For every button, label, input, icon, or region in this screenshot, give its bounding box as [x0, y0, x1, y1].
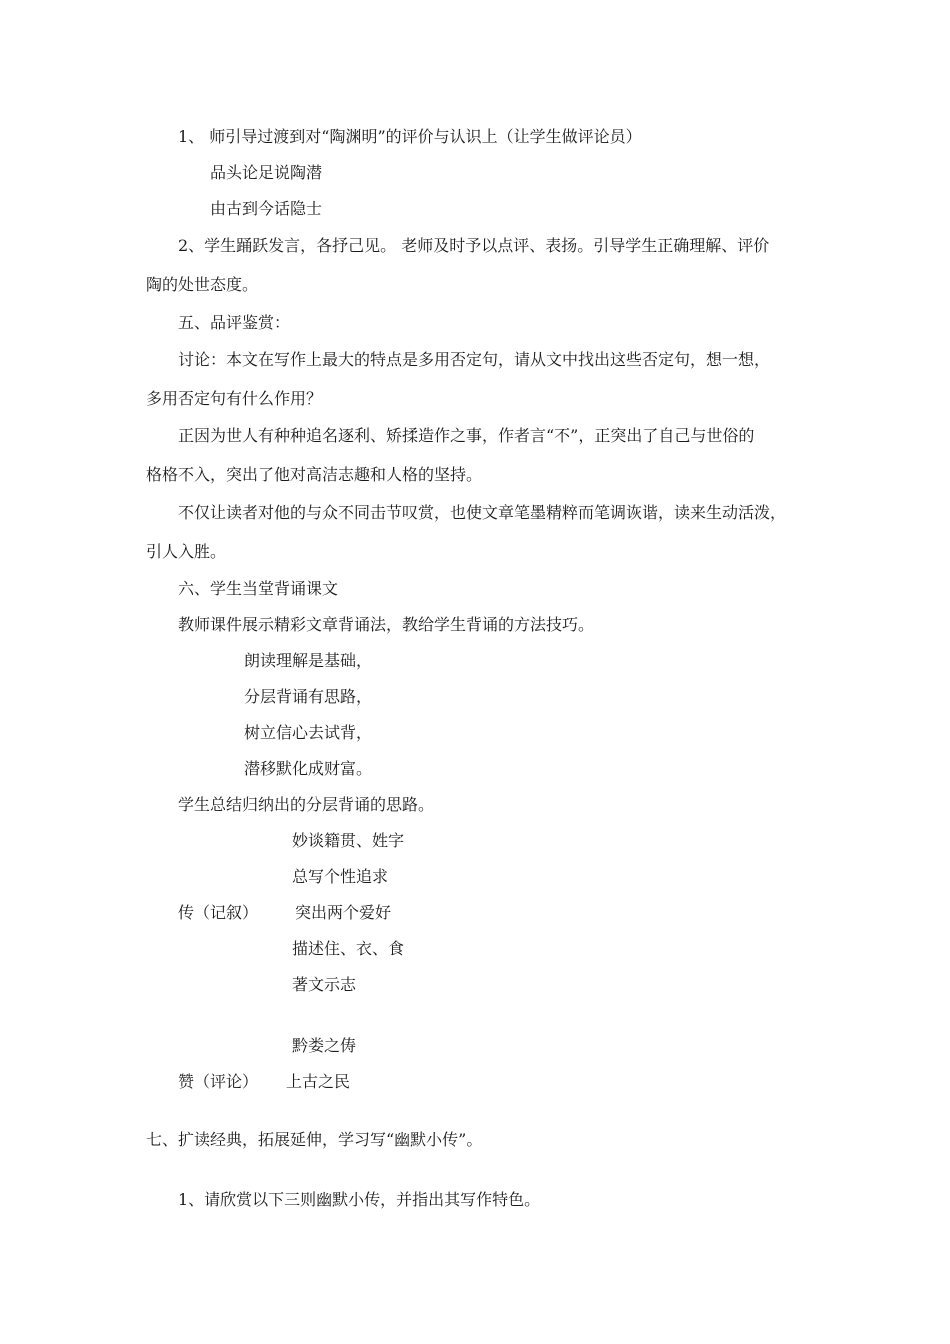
section-7-heading: 七、扩读经典，拓展延伸，学习写“幽默小传”。	[146, 1130, 483, 1149]
verse-line: 树立信心去试背，	[244, 723, 373, 742]
analysis-line-2: 格格不入，突出了他对高洁志趣和人格的坚持。	[146, 465, 483, 484]
structure-summary: 学生总结归纳出的分层背诵的思路。	[178, 795, 435, 814]
verse-line: 朗读理解是基础，	[244, 651, 373, 670]
appreciation-line-2: 引人入胜。	[146, 542, 227, 561]
discussion-line-2: 多用否定句有什么作用？	[146, 389, 323, 408]
section-6-heading: 六、学生当堂背诵课文	[178, 579, 339, 598]
item-2-line-2: 陶的处世态度。	[146, 275, 259, 294]
zhuan-item: 著文示志	[292, 975, 357, 994]
appreciation-line-1: 不仅让读者对他的与众不同击节叹赏，也使文章笔墨精粹而笔调诙谐，读来生动活泼，	[178, 503, 787, 522]
subtitle-pintoulunzu: 品头论足说陶潜	[210, 163, 323, 182]
zhuan-item: 描述住、衣、食	[292, 939, 405, 958]
zan-item: 黔娄之俦	[292, 1036, 357, 1055]
zhuan-item: 妙谈籍贯、姓字	[292, 831, 405, 850]
verse-line: 潜移默化成财富。	[244, 759, 373, 778]
section-7-item-1: 1、请欣赏以下三则幽默小传，并指出其写作特色。	[178, 1190, 541, 1209]
zhuan-item: 总写个性追求	[292, 867, 389, 886]
zan-label: 赞（评论）	[178, 1072, 259, 1091]
verse-line: 分层背诵有思路，	[244, 687, 373, 706]
zhuan-label: 传（记叙）	[178, 903, 259, 922]
item-2-line-1: 2、学生踊跃发言，各抒己见。 老师及时予以点评、表扬。引导学生正确理解、评价	[178, 236, 770, 255]
section-5-heading: 五、品评鉴赏：	[178, 313, 291, 332]
item-1-transition: 1、 师引导过渡到对“陶渊明”的评价与认识上（让学生做评论员）	[178, 127, 642, 146]
zhuan-item: 突出两个爱好	[295, 903, 392, 922]
discussion-line-1: 讨论：本文在写作上最大的特点是多用否定句，请从文中找出这些否定句，想一想，	[178, 350, 771, 369]
subtitle-yougudaojin: 由古到今话隐士	[210, 199, 323, 218]
zan-item: 上古之民	[286, 1072, 351, 1091]
analysis-line-1: 正因为世人有种种追名逐利、矫揉造作之事，作者言“不”，正突出了自己与世俗的	[178, 426, 755, 445]
recitation-intro: 教师课件展示精彩文章背诵法，教给学生背诵的方法技巧。	[178, 615, 595, 634]
